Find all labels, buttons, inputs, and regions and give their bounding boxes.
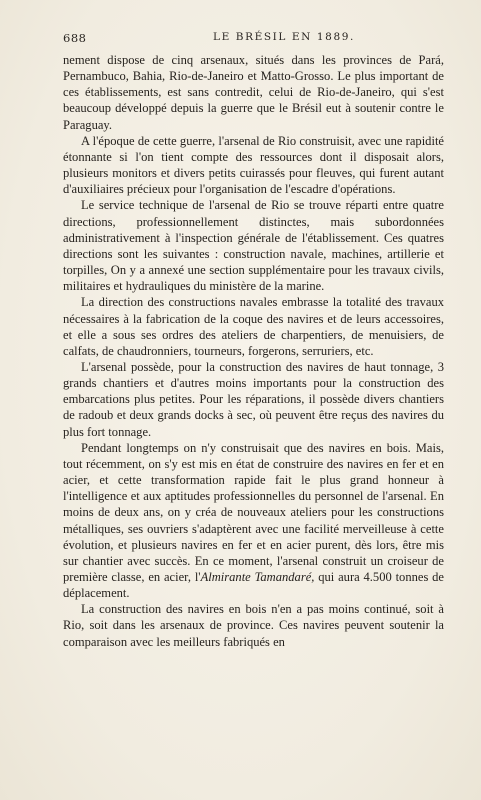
paragraph: La construction des navires en bois n'en a pas moins continué, soit à Rio, soit dans les arsenaux de province. Ces navires peuvent soutenir la comparaison avec les meilleurs fabriqués en: [63, 602, 444, 649]
paragraph-text: Pendant longtemps on n'y construisait que des navires en bois. Mais, tout récemment, on s'y est mis en état de construire des navires en fer et en acier, et cette transformation rapide fait le plus grand honneur à l'intelligence et aux aptitudes professionnelles du personnel de l'arsenal. En moins de deux ans, on y créa de nouveaux ateliers pour les constructions métalliques, ses ouvriers s'adaptèrent avec une facilité merveilleuse à cette évolution, et plusieurs navires en fer et en acier purent, dès lors, être mis sur chantier avec succès. En ce moment, l'arsenal construit un croiseur de première classe, en acier, l': [63, 440, 444, 584]
running-title: LE BRÉSIL EN 1889.: [213, 31, 355, 43]
page-number: 688: [63, 31, 87, 45]
paragraph: L'arsenal possède, pour la construction des navires de haut tonnage, 3 grands chantiers et d'autres moins importants pour la construction des embarcations plus petites. Pour les réparations, il possède divers chantiers de radoub et deux grands docks à sec, où peuvent être reçus des navires du plus fort tonnage.: [63, 359, 444, 439]
page-header: [63, 31, 456, 47]
paragraph-continued: nement dispose de cinq arsenaux, situés dans les provinces de Pará, Pernambuco, Bahia, Rio-de-Janeiro et Matto-Grosso. Le plus important de ces établissements, est sans contredit, celui de Rio-de-Janeiro, qui s'est beaucoup développé depuis la guerre que le Brésil eut à soutenir contre le Paraguay.: [63, 53, 444, 132]
paragraph: A l'époque de cette guerre, l'arsenal de Rio construisit, avec une rapidité étonnante si l'on tient compte des ressources dont il disposait alors, plusieurs monitors et divers petits cuirassés pour fleuves, qui furent autant d'auxiliaires précieux pour l'organisation de l'escadre d'opérations.: [63, 133, 444, 197]
paragraph: Le service technique de l'arsenal de Rio se trouve réparti entre quatre directions, professionnellement distinctes, mais subordonnées administrativement à l'inspection générale de l'établissement. Ces quatres directions sont les suivantes : construction navale, machines, artillerie et torpilles, On y a annexé une section supplémentaire pour les travaux civils, militaires et hydrauliques du ministère de la marine.: [63, 198, 444, 294]
paragraph: [63, 440, 444, 602]
paragraph-text: qui aura 4.500 tonnes de déplacement.: [63, 570, 444, 601]
paragraph: La direction des constructions navales embrasse la totalité des travaux nécessaires à la fabrication de la coque des navires et de leurs accessoires, et elle a sous ses ordres des ateliers de charpentiers, de menuisiers, de calfats, de chaudronniers, tourneurs, forgerons, serruriers, etc.: [63, 295, 444, 358]
ship-name: Almirante Tamandaré,: [200, 570, 315, 584]
body-text: [63, 52, 444, 650]
